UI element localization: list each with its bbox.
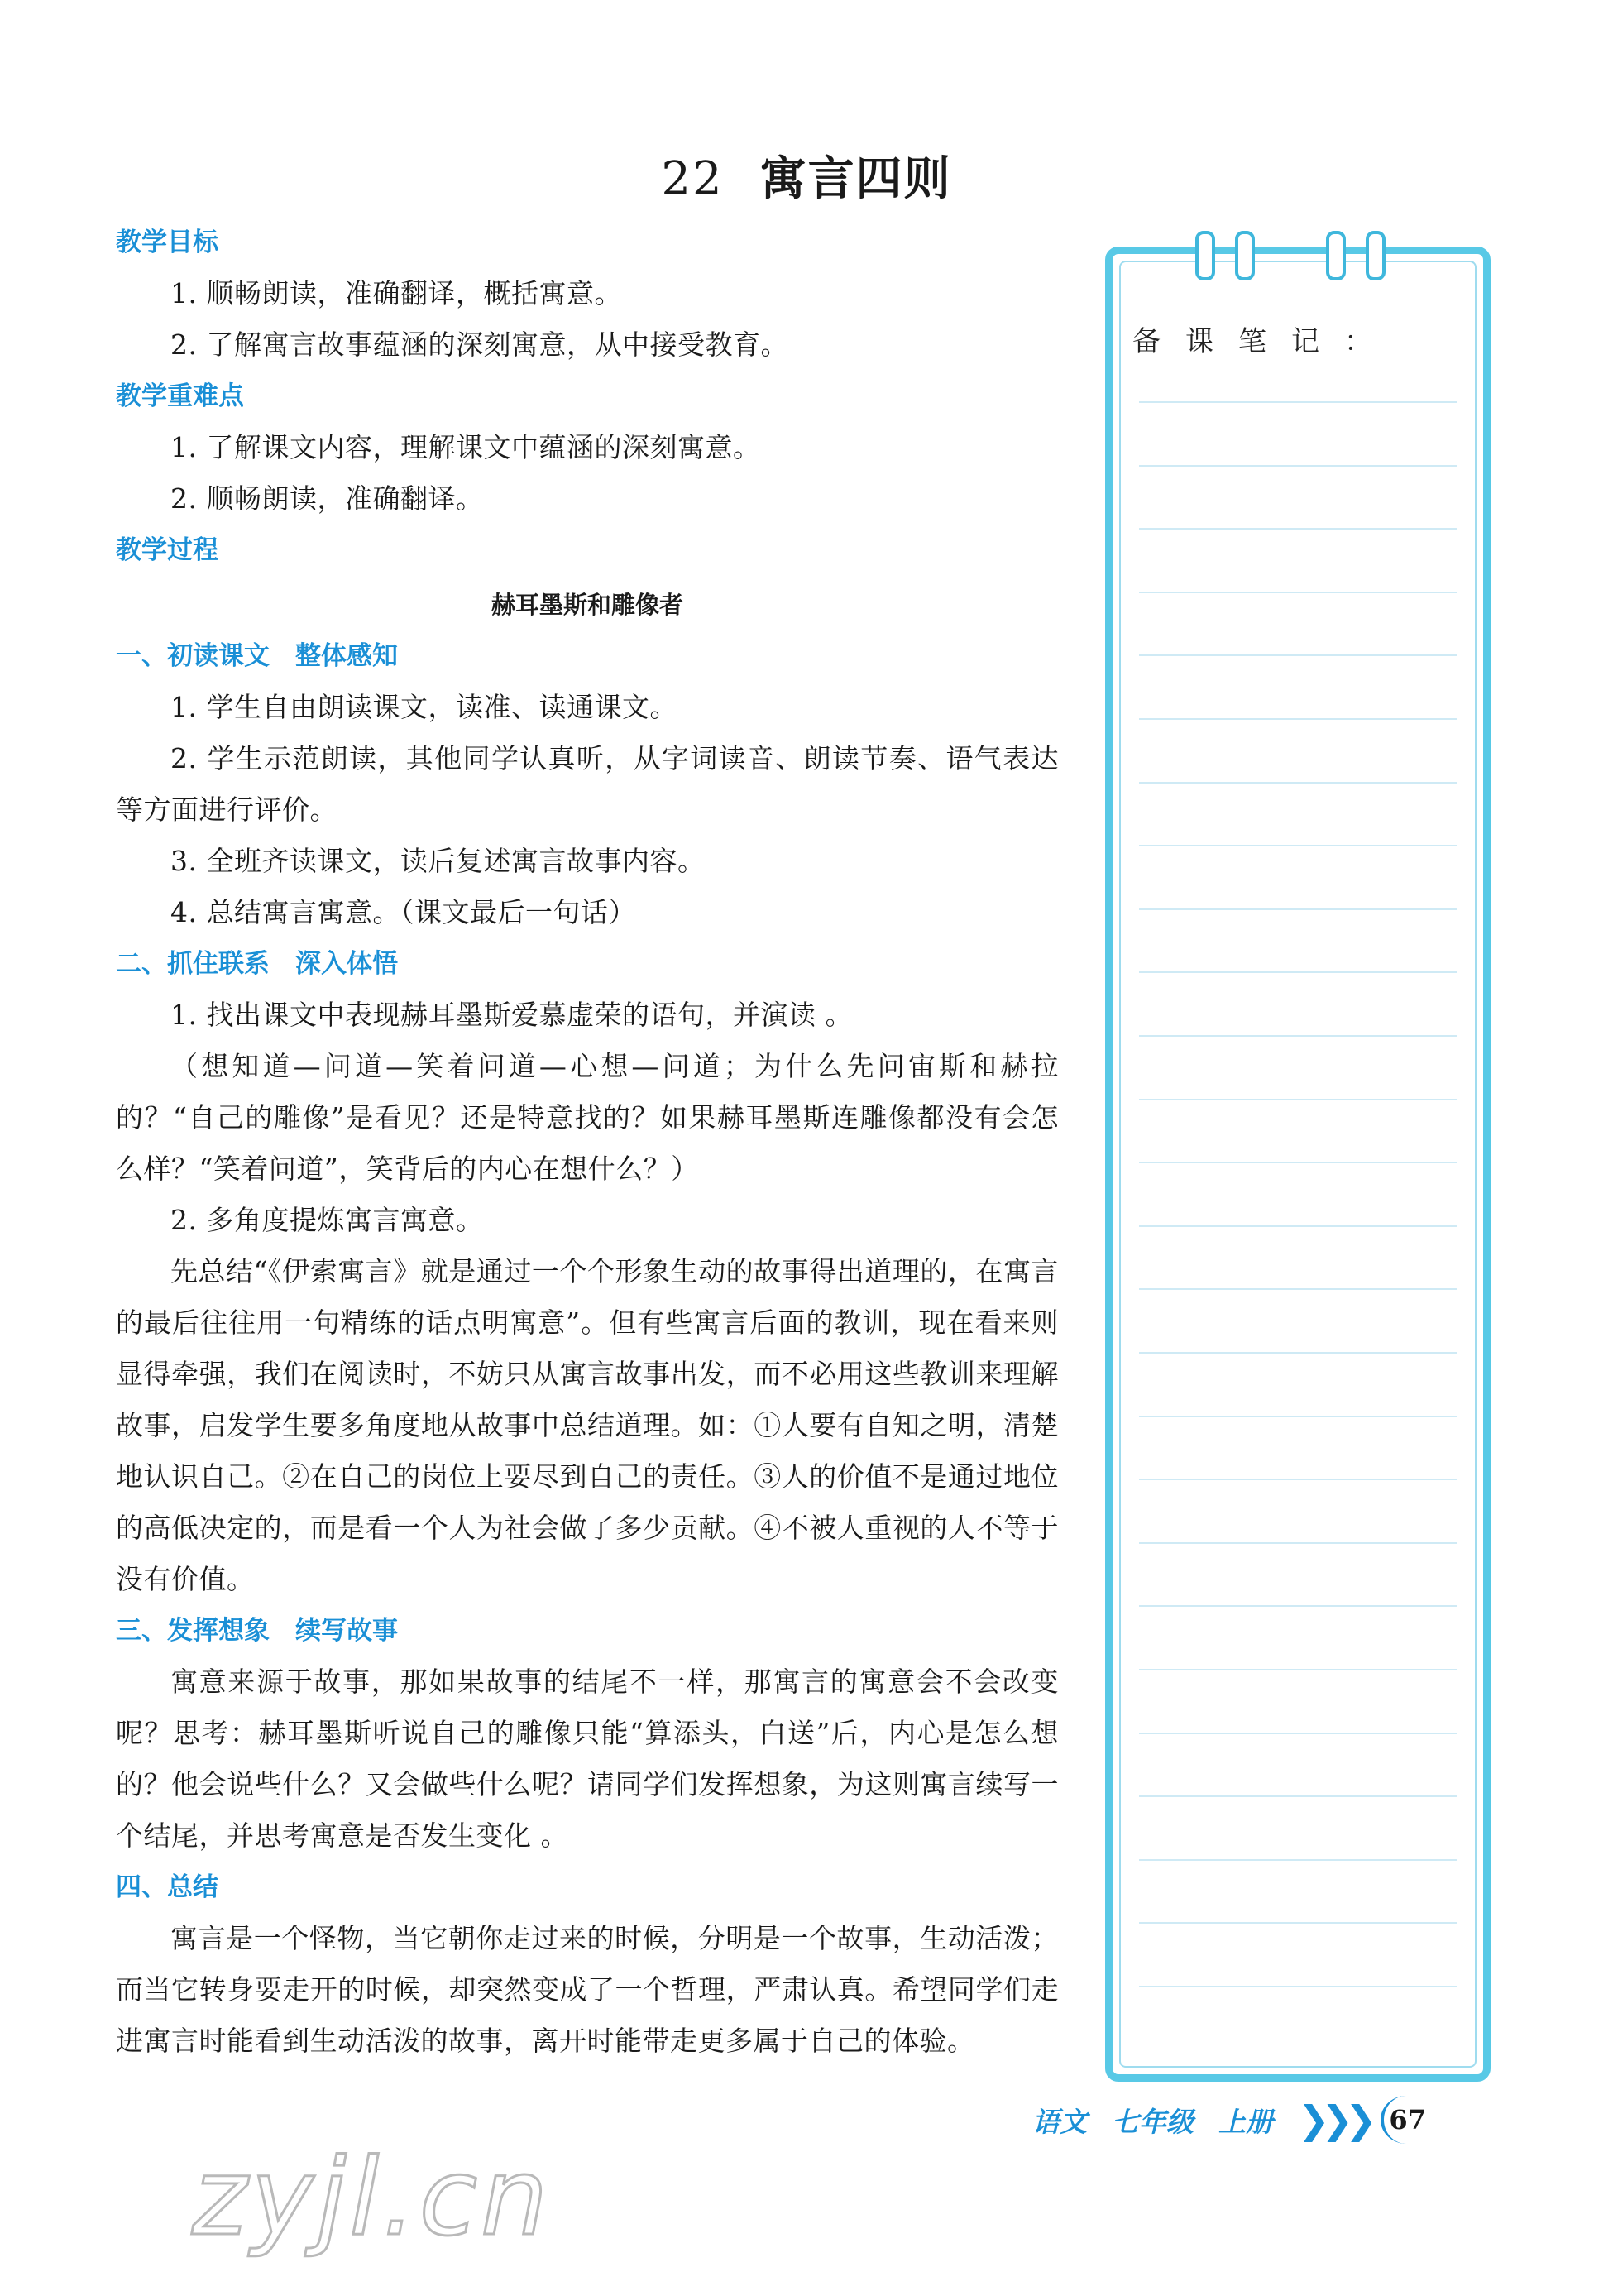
notebook-rule-line [1139,1479,1457,1480]
notebook-rule-line [1139,1669,1457,1670]
binder-ring-icon [1366,231,1386,280]
double-chevron-icon: ❯❯❯ [1298,2097,1369,2142]
section-heading-goals: 教学目标 [116,228,218,257]
notebook-rule-line [1139,1542,1457,1544]
notebook-rule-line [1139,1986,1457,1987]
step1-item: 1. 学生自由朗读课文，读准、读通课文。 [170,691,677,723]
notebook-rule-line [1139,401,1457,403]
story-subtitle: 赫耳墨斯和雕像者 [491,591,683,619]
goal-item: 1. 顺畅朗读，准确翻译，概括寓意。 [170,277,622,309]
notebook-rule-line [1139,1859,1457,1861]
page-title [0,142,1613,209]
step2-item: 1. 找出课文中表现赫耳墨斯爱慕虚荣的语句，并演读 。 [170,999,853,1031]
lesson-title: 寓言四则 [759,151,952,206]
notebook-rule-line [1139,971,1457,973]
step1-item: 3. 全班齐读课文，读后复述寓言故事内容。 [170,845,706,877]
step-heading-2: 二、抓住联系 深入体悟 [116,949,398,979]
binder-ring-icon [1326,231,1346,280]
notebook-rule-line [1139,1795,1457,1797]
notebook-rule-line [1139,1225,1457,1227]
notebook-rule-line [1139,1162,1457,1163]
footer-subject: 语文 [1032,2105,1087,2138]
notebook-rule-line [1139,528,1457,530]
page-footer [1032,2095,1432,2145]
section-heading-process: 教学过程 [116,535,218,565]
notebook-rule-line [1139,592,1457,593]
notebook-title: 备课笔记： [1132,325,1397,358]
step1-item: 2. 学生示范朗读，其他同学认真听，从字词读音、朗读节奏、语气表达等方面进行评价。 [116,742,1059,826]
step-heading-1: 一、初读课文 整体感知 [116,641,398,671]
notebook-rule-line [1139,465,1457,467]
step-heading-3: 三、发挥想象 续写故事 [116,1616,398,1646]
notebook-rule-line [1139,1352,1457,1354]
section-heading-keypoints: 教学重难点 [116,381,244,411]
step2-item: 2. 多角度提炼寓言寓意。 [170,1204,484,1236]
notebook-rule-line [1139,1288,1457,1290]
notebook-rule-line [1139,1099,1457,1100]
binder-ring-icon [1195,231,1215,280]
step3-item: 寓意来源于故事，那如果故事的结尾不一样，那寓言的寓意会不会改变呢？思考：赫耳墨斯听说自己的雕像只能“算添头，白送”后，内心是怎么想的？他会说些什么？又会做些什么呢？请同学们发挥想象，为这则寓言续写一个结尾，并思考寓意是否发生变化 。 [116,1666,1059,1852]
step4-item: 寓言是一个怪物，当它朝你走过来的时候，分明是一个故事，生动活泼；而当它转身要走开的时候，却突然变成了一个哲理，严肃认真。希望同学们走进寓言时能看到生动活泼的故事，离开时能带走更多属于自己的体验。 [116,1922,1059,2057]
lesson-notes-notebook [1105,247,1491,2082]
keypoint-item: 2. 顺畅朗读，准确翻译。 [170,482,484,515]
notebook-rule-line [1139,1733,1457,1734]
step1-item: 4. 总结寓言寓意。（课文最后一句话） [170,896,636,928]
step2-item: 先总结“《伊索寓言》就是通过一个个形象生动的故事得出道理的，在寓言的最后往往用一句精练的话点明寓意”。但有些寓言后面的教训，现在看来则显得牵强，我们在阅读时，不妨只从寓言故事出发，而不必用这些教训来理解故事，启发学生要多角度地从故事中总结道理。如：①人要有自知之明，清楚地认识自己。②在自己的岗位上要尽到自己的责任。③人的价值不是通过地位的高低决定的，而是看一个人为社会做了多少贡献。④不被人重视的人不等于没有价值。 [116,1255,1059,1595]
goal-item: 2. 了解寓言故事蕴涵的深刻寓意，从中接受教育。 [170,328,788,361]
notebook-rule-line [1139,782,1457,784]
notebook-rule-line [1139,654,1457,656]
notebook-rule-line [1139,1922,1457,1924]
keypoint-item: 1. 了解课文内容，理解课文中蕴涵的深刻寓意。 [170,431,761,463]
step-heading-4: 四、总结 [116,1872,218,1902]
notebook-rule-line [1139,1035,1457,1037]
lesson-content [116,217,1059,2067]
footer-volume: 上册 [1218,2105,1273,2138]
lesson-number: 22 [661,152,724,206]
binder-ring-icon [1235,231,1255,280]
watermark: zyjl.cn [192,2136,552,2260]
page-number: 67 [1381,2096,1432,2144]
notebook-rule-line [1139,718,1457,720]
notebook-rule-line [1139,1605,1457,1607]
step2-item: （想知道—问道—笑着问道—心想—问道；为什么先问宙斯和赫拉的？“自己的雕像”是看见？还是特意找的？如果赫耳墨斯连雕像都没有会怎么样？“笑着问道”，笑背后的内心在想什么？） [116,1050,1059,1185]
notebook-rule-line [1139,1416,1457,1417]
notebook-rule-line [1139,845,1457,846]
notebook-rule-line [1139,908,1457,910]
footer-grade: 七年级 [1112,2105,1194,2138]
